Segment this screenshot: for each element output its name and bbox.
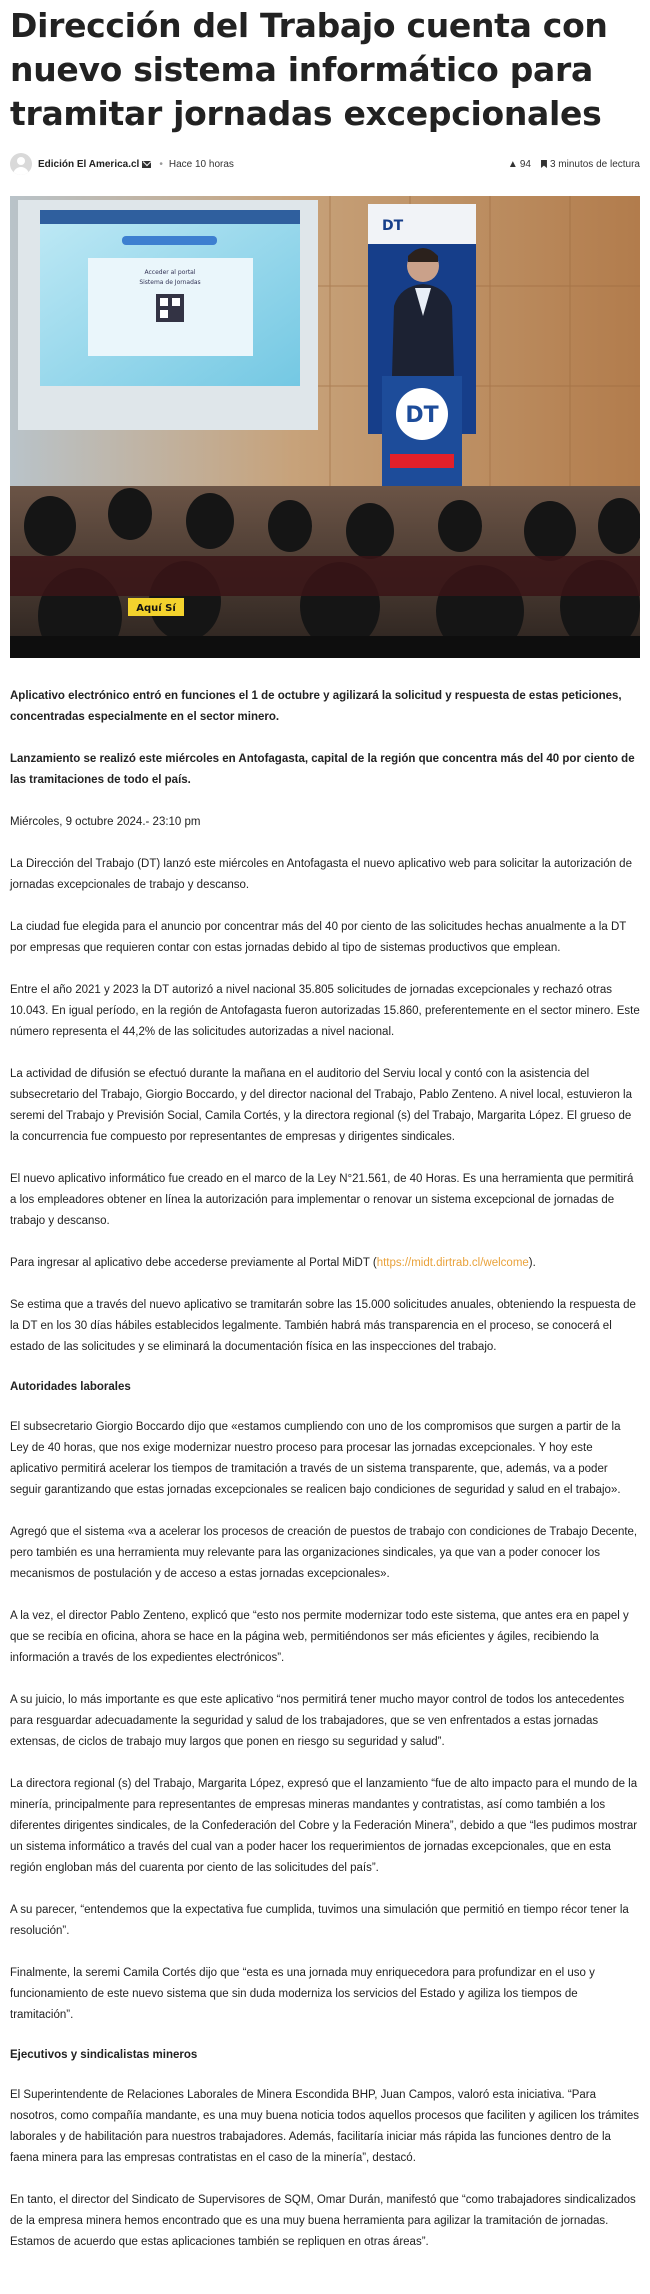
- paragraph: El nuevo aplicativo informático fue creado en el marco de la Ley N°21.561, de 40 Horas. Es una herramienta que permitirá a los empleadores obtener en línea la autorización para implementar o renovar un sistema excepcional de jornadas de trabajo y descanso.: [10, 1173, 634, 1227]
- subheading-autoridades: Autoridades laborales: [10, 1381, 131, 1393]
- separator-dot: •: [159, 158, 163, 170]
- article-title: Dirección del Trabajo cuenta con nuevo sistema informático para tramitar jornadas excepcionales: [10, 6, 608, 133]
- paragraph: Agregó que el sistema «va a acelerar los procesos de creación de puestos de trabajo con condiciones de Trabajo Decente, pero también es una herramienta muy relevante para las organizaciones sindicales, ya que van a poder conocer los mecanismos de postulación y de acceso a estas jornadas excepcionales».: [10, 1526, 638, 1580]
- paragraph: La Dirección del Trabajo (DT) lanzó este miércoles en Antofagasta el nuevo aplicativo web para solicitar la autorización de jornadas excepcionales de trabajo y descanso.: [10, 858, 632, 891]
- paragraph: El subsecretario Giorgio Boccardo dijo que «estamos cumpliendo con uno de los compromisos que surgen a partir de la Ley de 40 horas, que nos exige modernizar nuestro proceso para procesar las jornadas excepcionales. Y hoy este aplicativo permitirá acelerar los tiempos de tramitación a través de un sistema transparente, que, además, va a poder seguir garantizando que estas jornadas excepcionales se realicen bajo condiciones de seguridad y salud en el trabajo».: [10, 1421, 621, 1496]
- subheading-ejecutivos: Ejecutivos y sindicalistas mineros: [10, 2049, 198, 2061]
- view-count: 94: [519, 158, 531, 170]
- dateline: Miércoles, 9 octubre 2024.- 23:10 pm: [10, 816, 201, 828]
- paragraph: A su parecer, “entendemos que la expectativa fue cumplida, tuvimos una simulación que permitió en tiempo récor tener la resolución”.: [10, 1904, 629, 1937]
- slide-header-bar: [40, 210, 300, 224]
- hero-image: [10, 196, 640, 658]
- portal-text-before: Para ingresar al aplicativo debe accederse previamente al Portal MiDT (: [10, 1257, 377, 1269]
- article-meta: [10, 149, 640, 179]
- seat-sign-text: Aquí Sí: [136, 603, 176, 614]
- portal-text-after: ).: [528, 1257, 536, 1269]
- slide-button: [122, 236, 217, 245]
- midt-portal-link[interactable]: https://midt.dirtrab.cl/welcome: [376, 1257, 529, 1269]
- paragraph: El Superintendente de Relaciones Laborales de Minera Escondida BHP, Juan Campos, valoró esta iniciativa. “Para nosotros, como compañía mandante, es una muy buena noticia todos aquellos procesos que faciliten y agilicen los trámites laborales y de habilitación para nuestros trabajadores. Además, facilitaría iniciar más rápida las funciones dentro de la faena minera para las empresas contratistas en el caso de la minería”, destacó.: [10, 2089, 640, 2164]
- lead-paragraph-2: Lanzamiento se realizó este miércoles en Antofagasta, capital de la región que concentra más del 40 por ciento de las tramitaciones de todo el país.: [10, 753, 635, 786]
- portal-paragraph: [10, 1253, 640, 1274]
- paragraph: En tanto, el director del Sindicato de Supervisores de SQM, Omar Durán, manifestó que “como trabajadores sindicalizados de la empresa minera hemos encontrado que es una muy buena herramienta para agilizar la tramitación de jornadas. Estamos de acuerdo que estas aplicaciones también se repliquen en otras áreas”.: [10, 2194, 636, 2248]
- meta-right: [508, 159, 640, 170]
- publish-time: Hace 10 horas: [168, 158, 234, 170]
- paragraph: Finalmente, la seremi Camila Cortés dijo que “esta es una jornada muy enriquecedora para profundizar en el uso y funcionamiento de este nuevo sistema que sin duda moderniza los servicios del Estado y agiliza los tiempos de tramitación”.: [10, 1967, 595, 2021]
- podium-logo: DT: [405, 403, 439, 428]
- paragraph: A la vez, el director Pablo Zenteno, explicó que “esto nos permite modernizar todo este sistema, que antes era en papel y que se recibía en oficina, ahora se hace en la página web, permitiéndonos ser más eficientes y ágiles, recibiendo la información a través de los expedientes electrónicos”.: [10, 1610, 629, 1664]
- slide-text-1: Acceder al portal: [144, 269, 196, 276]
- article-body: [10, 686, 640, 2253]
- lead-paragraph-1: Aplicativo electrónico entró en funciones el 1 de octubre y agilizará la solicitud y respuesta de estas peticiones, concentradas especialmente en el sector minero.: [10, 690, 622, 723]
- paragraph: La ciudad fue elegida para el anuncio por concentrar más del 40 por ciento de las solicitudes hechas anualmente a la DT por empresas que requieren contar con estas jornadas debido al tipo de sistemas productivos que emplean.: [10, 921, 627, 954]
- avatar[interactable]: [10, 153, 32, 175]
- paragraph: Se estima que a través del nuevo aplicativo se tramitarán sobre las 15.000 solicitudes anuales, obteniendo la respuesta de la DT en los 30 días hábiles establecidos legalmente. También habrá más transparencia en el proceso, se conocerá el estado de las solicitudes y se eliminará la documentación física en las inspecciones del trabajo.: [10, 1299, 636, 1353]
- slide-text-2: Sistema de Jornadas: [139, 279, 201, 286]
- reading-time: 3 minutos de lectura: [549, 158, 640, 170]
- mail-icon[interactable]: [142, 161, 151, 168]
- article: [0, 4, 650, 2253]
- paragraph: La actividad de difusión se efectuó durante la mañana en el auditorio del Serviu local y contó con la asistencia del subsecretario del Trabajo, Giorgio Boccardo, y del director nacional del Trabajo, Pablo Zenteno. A nivel local, estuvieron la seremi del Trabajo y Previsión Social, Camila Cortés, y la directora regional (s) del Trabajo, Margarita López. El grueso de la concurrencia fue compuesto por representantes de empresas y dirigentes sindicales.: [10, 1068, 632, 1143]
- meta-left: [10, 153, 234, 175]
- flame-icon: ▲: [507, 158, 518, 170]
- bookmark-icon: [541, 160, 547, 168]
- paragraph: Entre el año 2021 y 2023 la DT autorizó a nivel nacional 35.805 solicitudes de jornadas excepcionales y rechazó otras 10.043. En igual período, en la región de Antofagasta fueron autorizadas 15.860, preferentemente en el sector minero. Este número representa el 44,2% de las solicitudes autorizadas a nivel nacional.: [10, 984, 640, 1038]
- banner-logo: DT: [382, 218, 404, 234]
- author-link[interactable]: Edición El America.cl: [38, 158, 140, 170]
- paragraph: La directora regional (s) del Trabajo, Margarita López, expresó que el lanzamiento “fue de alto impacto para el mundo de la minería, principalmente para representantes de empresas mineras mandantes y contratistas, así como también a los diferentes dirigentes sindicales, de la Confederación del Cobre y la Federación Minera”, debido a que “les pudimos mostrar un sistema informático a través del cual van a poder hacer los requerimientos de jornadas excepcionales, que en esta región engloban más del cuarenta por ciento de las solicitudes del país”.: [10, 1778, 638, 1874]
- paragraph: A su juicio, lo más importante es que este aplicativo “nos permitirá tener mucho mayor control de todos los antecedentes para resguardar adecuadamente la seguridad y salud de los trabajadores, que se ven enfrentados a estas jornadas extensas, de ciclos de trabajo muy largos que ponen en riesgo su seguridad y salud”.: [10, 1694, 625, 1748]
